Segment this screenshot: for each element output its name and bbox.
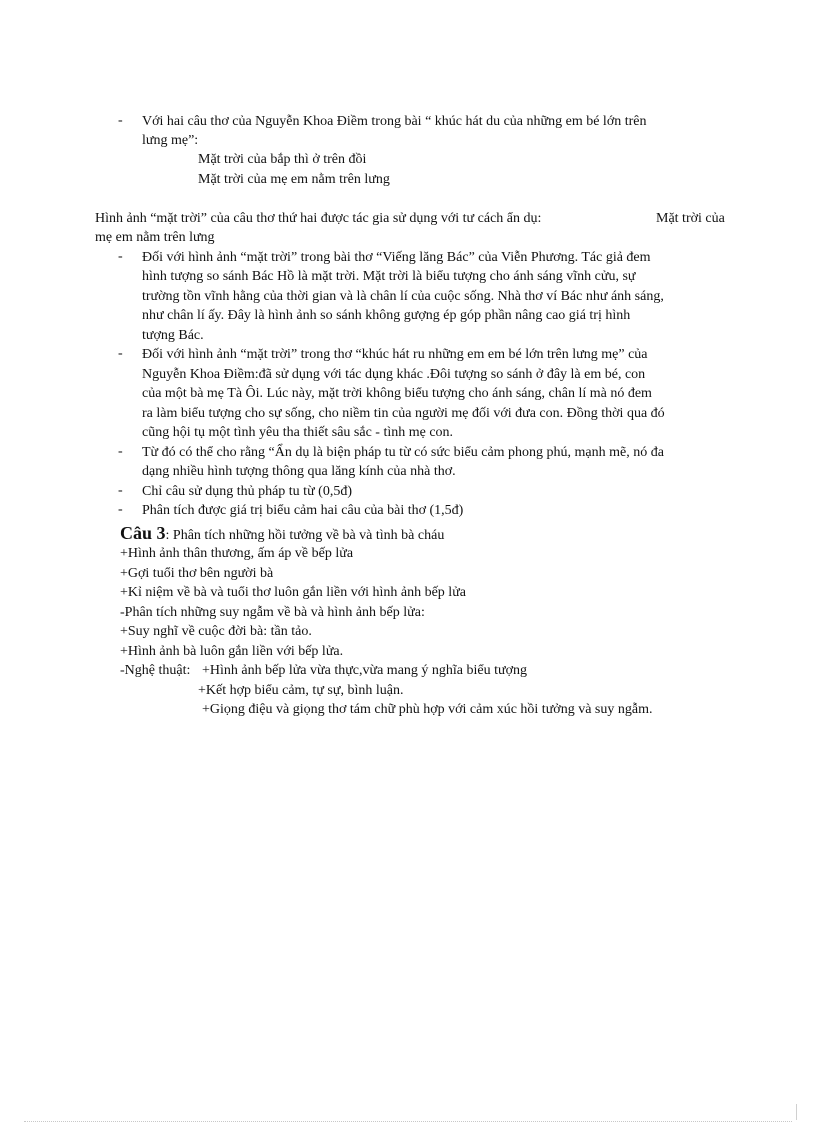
- cau3-title: : Phân tích những hồi tưởng về bà và tình bà cháu: [165, 528, 445, 543]
- s2-b5: Phân tích được giá trị biểu cảm hai câu của bài thơ (1,5đ): [142, 503, 464, 518]
- s2-b2-line3: của một bà mẹ Tà Ôi. Lúc này, mặt trời không biểu tượng cho ánh sáng, chân lí mà nó đem: [142, 386, 652, 401]
- bullet-dash: -: [118, 444, 123, 459]
- page-bottom-border: [24, 1121, 792, 1122]
- s2-b2-line2: Nguyễn Khoa Điềm:đã sử dụng với tác dụng khác .Đôi tượng so sánh ở đây là em bé, con: [142, 367, 646, 382]
- cau3-line1: +Hình ảnh thân thương, ấm áp về bếp lửa: [120, 546, 354, 561]
- bullet-dash: -: [118, 483, 123, 498]
- s2-b2-line4: ra làm biểu tượng cho sự sống, cho niềm tin của người mẹ đối với đưa con. Đồng thời qua đó: [142, 406, 665, 421]
- cau3-heading: [120, 522, 444, 544]
- bullet-dash: -: [118, 249, 123, 264]
- s2-b1-line3: trường tồn vĩnh hằng của thời gian và là chân lí của cuộc sống. Nhà thơ ví Bác như ánh sáng,: [142, 289, 664, 304]
- cau3-label: Câu 3: [120, 523, 166, 543]
- paragraph-line1-right: Mặt trời của: [656, 211, 725, 226]
- cau3-line4: -Phân tích những suy ngẫm về bà và hình ảnh bếp lửa:: [120, 605, 425, 620]
- cau3-line2: +Gợi tuổi thơ bên người bà: [120, 566, 274, 581]
- cau3-line5: +Suy nghĩ về cuộc đời bà: tần tảo.: [120, 624, 312, 639]
- bullet1-line2: lưng mẹ”:: [142, 133, 199, 148]
- s2-b1-line1: Đối với hình ảnh “mặt trời” trong bài thơ “Viếng lăng Bác” của Viễn Phương. Tác giả đem: [142, 250, 651, 265]
- poem-line2: Mặt trời của mẹ em nằm trên lưng: [198, 172, 390, 187]
- bullet1-line1: Với hai câu thơ của Nguyễn Khoa Điềm trong bài “ khúc hát du của những em bé lớn trên: [142, 114, 647, 129]
- page-corner-mark: [796, 1104, 797, 1120]
- paragraph-line2: mẹ em nằm trên lưng: [95, 230, 215, 245]
- s2-b1-line5: tượng Bác.: [142, 328, 204, 343]
- s2-b3-line2: dạng nhiều hình tượng thông qua lăng kính của nhà thơ.: [142, 464, 456, 479]
- s2-b1-line4: như chân lí ấy. Đây là hình ảnh so sánh không gượng ép góp phần nâng cao giá trị hình: [142, 308, 631, 323]
- cau3-line8: +Kết hợp biểu cảm, tự sự, bình luận.: [198, 683, 404, 698]
- s2-b2-line1: Đối với hình ảnh “mặt trời” trong thơ “khúc hát ru những em em bé lớn trên lưng mẹ” của: [142, 347, 648, 362]
- cau3-line7-label: -Nghệ thuật:: [120, 663, 191, 678]
- cau3-line9: +Giọng điệu và giọng thơ tám chữ phù hợp với cảm xúc hồi tưởng và suy ngẫm.: [202, 702, 653, 717]
- cau3-line6: +Hình ảnh bà luôn gắn liền với bếp lửa.: [120, 644, 344, 659]
- s2-b2-line5: cũng hội tụ một tình yêu tha thiết sâu sắc - tình mẹ con.: [142, 425, 454, 440]
- cau3-line3: +Kỉ niệm về bà và tuổi thơ luôn gắn liền với hình ảnh bếp lửa: [120, 585, 467, 600]
- paragraph-line1-left: Hình ảnh “mặt trời” của câu thơ thứ hai được tác gia sử dụng với tư cách ẩn dụ:: [95, 211, 542, 226]
- s2-b3-line1: Từ đó có thể cho rằng “Ẩn dụ là biện pháp tu từ có sức biểu cảm phong phú, mạnh mẽ, nó đa: [142, 445, 664, 460]
- s2-b1-line2: hình tượng so sánh Bác Hồ là mặt trời. Mặt trời là biểu tượng cho ánh sáng vĩnh cửu, sự: [142, 269, 636, 284]
- bullet-dash: -: [118, 346, 123, 361]
- bullet-dash: -: [118, 113, 123, 128]
- poem-line1: Mặt trời của bắp thì ở trên đồi: [198, 152, 367, 167]
- cau3-line7-text: +Hình ảnh bếp lửa vừa thực,vừa mang ý nghĩa biểu tượng: [202, 663, 528, 678]
- s2-b4: Chỉ câu sử dụng thủ pháp tu từ (0,5đ): [142, 484, 352, 499]
- bullet-dash: -: [118, 502, 123, 517]
